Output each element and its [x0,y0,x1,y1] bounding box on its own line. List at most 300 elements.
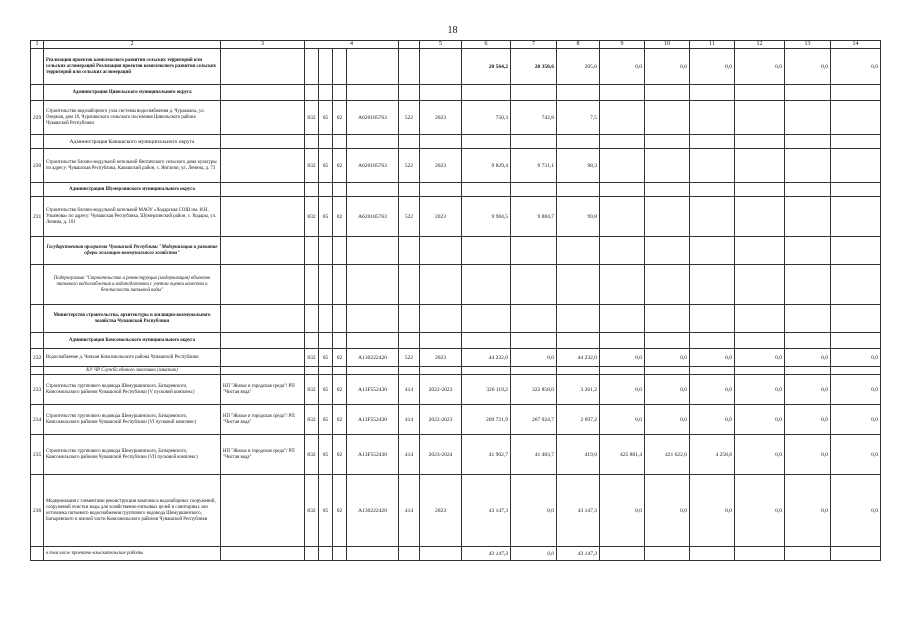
target-article-cell: A13F552430 [347,405,399,435]
empty-cell [831,305,881,333]
empty-cell [645,237,690,265]
expense-type-cell: 414 [399,375,420,405]
target-article-cell: A13F552430 [347,435,399,475]
header-cell: 6 [462,41,511,49]
amount-cell [690,197,735,237]
row-number-cell [31,85,44,101]
amount-cell: 0,0 [831,375,881,405]
empty-cell [347,333,399,349]
empty-cell [557,135,600,149]
program-cell: НП "Жилье и городская среда"/ РП "Чистая вода" [221,435,305,475]
empty-cell [511,305,557,333]
empty-cell [690,265,735,305]
amount-cell [600,149,645,183]
amount-cell: 44 232,0 [557,349,600,367]
empty-cell [645,305,690,333]
empty-cell [690,237,735,265]
empty-cell [831,265,881,305]
empty-cell [735,135,785,149]
subsection-code-cell: 02 [333,149,347,183]
page-number: 18 [447,25,458,36]
header-cell: 2 [44,41,221,49]
empty-cell [557,333,600,349]
row-number-cell [31,237,44,265]
empty-cell [319,265,333,305]
amount-cell: 269 721,9 [462,405,511,435]
amount-cell: 0,0 [511,547,557,561]
empty-cell [785,333,831,349]
amount-cell [785,547,831,561]
expense-type-cell [399,49,420,85]
empty-cell [735,265,785,305]
empty-cell [645,135,690,149]
empty-cell [319,333,333,349]
amount-cell: 421 622,6 [645,435,690,475]
empty-cell [420,367,462,375]
expense-type-cell: 522 [399,101,420,135]
empty-cell [399,367,420,375]
empty-cell [347,367,399,375]
budget-table [30,40,881,561]
section-code-cell: 05 [319,349,333,367]
empty-cell [557,237,600,265]
subsection-code-cell: 02 [333,435,347,475]
amount-cell: 9 884,7 [511,197,557,237]
amount-cell: 0,0 [831,49,881,85]
header-cell: 11 [690,41,735,49]
program-cell [221,197,305,237]
amount-cell [645,101,690,135]
empty-cell [305,183,319,197]
amount-cell: 0,0 [645,375,690,405]
program-cell: НП "Жилье и городская среда"/ РП "Чистая вода" [221,375,305,405]
empty-cell [420,183,462,197]
empty-cell [333,333,347,349]
empty-cell [305,85,319,101]
amount-cell [690,547,735,561]
empty-cell [462,237,511,265]
empty-cell [511,183,557,197]
amount-cell: 0,0 [600,405,645,435]
amount-cell: 0,0 [785,349,831,367]
amount-cell: 41 902,7 [462,435,511,475]
amount-cell: 0,0 [735,349,785,367]
row-number-cell: 234 [31,405,44,435]
amount-cell: 0,0 [735,435,785,475]
row-number-cell: 233 [31,375,44,405]
amount-cell: 0,0 [511,475,557,547]
amount-cell: 419,0 [557,435,600,475]
target-article-cell: A130222420 [347,349,399,367]
empty-cell [735,237,785,265]
amount-cell: 7,5 [557,101,600,135]
item-name: Строительство группового водовода Шемуршинского, Батыревского, Комсомольского районов Чувашской Республики (VII пусковой комплекс) [44,435,221,475]
ministry-code-cell [305,547,319,561]
empty-cell [305,305,319,333]
row-number-cell [31,49,44,85]
empty-cell [831,135,881,149]
expense-type-cell: 522 [399,197,420,237]
empty-cell [831,237,881,265]
subsection-code-cell: 02 [333,475,347,547]
empty-cell [347,183,399,197]
subsection-code-cell: 02 [333,197,347,237]
empty-cell [420,305,462,333]
empty-cell [735,85,785,101]
ministry-code-cell: 832 [305,149,319,183]
amount-cell: 322 858,0 [511,375,557,405]
year-cell [420,49,462,85]
empty-cell [221,333,305,349]
year-cell: 2023-2024 [420,435,462,475]
subsection-code-cell: 02 [333,349,347,367]
empty-cell [333,237,347,265]
ministry-code-cell [305,49,319,85]
item-name: Строительство водозаборного узла системы водоснабжения д. Чураккасы, ул. Озерная, дом 18, Чурачикского сельского поселения Цивильского района Чувашской Республики [44,101,221,135]
amount-cell: 0,0 [600,349,645,367]
empty-cell [399,135,420,149]
subsection-code-cell [333,547,347,561]
program-cell [221,149,305,183]
empty-cell [511,85,557,101]
empty-cell [831,183,881,197]
empty-cell [785,183,831,197]
table-row [31,375,881,405]
row-number-cell [31,333,44,349]
ministry-code-cell: 832 [305,405,319,435]
year-cell: 2022-2023 [420,375,462,405]
header-cell: 13 [785,41,831,49]
empty-cell [557,305,600,333]
amount-cell: 43 147,3 [462,475,511,547]
subsection-code-cell: 02 [333,101,347,135]
header-cell: 7 [511,41,557,49]
amount-cell: 0,0 [645,475,690,547]
empty-cell [785,135,831,149]
amount-cell [831,547,881,561]
table-row [31,149,881,183]
amount-cell: 0,0 [785,435,831,475]
amount-cell: 0,0 [735,405,785,435]
amount-cell: 3 261,2 [557,375,600,405]
empty-cell [333,305,347,333]
amount-cell [600,101,645,135]
program-cell [221,49,305,85]
section-row [31,333,881,349]
amount-cell [785,101,831,135]
amount-cell: 0,0 [645,49,690,85]
year-cell: 2023 [420,101,462,135]
empty-cell [557,367,600,375]
header-cell: 12 [735,41,785,49]
ministry-code-cell: 832 [305,475,319,547]
section-code-cell: 05 [319,197,333,237]
empty-cell [221,237,305,265]
amount-cell: 0,0 [785,375,831,405]
empty-cell [600,183,645,197]
subsection-code-cell: 02 [333,375,347,405]
amount-cell: 20 358,6 [511,49,557,85]
section-code-cell: 05 [319,475,333,547]
empty-cell [462,367,511,375]
section-row [31,265,881,305]
amount-cell [645,197,690,237]
target-article-cell: A620185763 [347,101,399,135]
program-cell [221,101,305,135]
table-row [31,405,881,435]
empty-cell [600,135,645,149]
empty-cell [305,265,319,305]
expense-type-cell [399,547,420,561]
amount-cell: 43 147,3 [557,475,600,547]
section-row [31,183,881,197]
header-cell: 1 [31,41,44,49]
amount-cell: 44 232,0 [462,349,511,367]
section-title: Министерство строительства, архитектуры и жилищно-коммунального хозяйства Чувашской Республики [44,305,221,333]
item-name: Строительство группового водовода Шемуршинского, Батыревского, Комсомольского районов Чувашской Республики (V пусковой комплекс) [44,375,221,405]
amount-cell: 0,0 [785,49,831,85]
empty-cell [347,237,399,265]
item-name: в том числе проектно-изыскательские работы [44,547,221,561]
amount-cell: 99,8 [557,197,600,237]
program-cell [221,547,305,561]
section-row [31,85,881,101]
amount-cell: 267 024,7 [511,405,557,435]
amount-cell: 750,3 [462,101,511,135]
year-cell: 2023 [420,149,462,183]
program-cell [221,475,305,547]
amount-cell [600,197,645,237]
empty-cell [600,305,645,333]
item-name: Строительство блочно-модульной котельной Янгличского сельского дома культуры по адресу: Чувашская Республика, Канашский район, с. Янгличи, ул. Ленина, д. 73 [44,149,221,183]
empty-cell [557,265,600,305]
row-number-cell: 235 [31,435,44,475]
row-number-cell [31,183,44,197]
amount-cell: 43 147,3 [557,547,600,561]
amount-cell: 0,0 [690,375,735,405]
empty-cell [399,237,420,265]
empty-cell [557,183,600,197]
item-name: Реализация проектов комплексного развития сельских территорий или сельских агломераций Реализация проектов комплексного развития сельских территорий или сельских агломераций [44,49,221,85]
empty-cell [600,237,645,265]
empty-cell [319,237,333,265]
section-title: Подпрограмма "Строительство и реконструкция (модернизация) объектов питьевого водоснабжения и водоподготовки с учетом оценки качества и безопасности питьевой воды" [44,265,221,305]
row-number-cell [31,135,44,149]
empty-cell [399,85,420,101]
header-cell: 14 [831,41,881,49]
section-row [31,305,881,333]
empty-cell [221,135,305,149]
empty-cell [785,305,831,333]
empty-cell [319,305,333,333]
empty-cell [420,135,462,149]
empty-cell [690,305,735,333]
table-row [31,49,881,85]
amount-cell: 4 258,8 [690,435,735,475]
empty-cell [462,333,511,349]
row-number-cell: 231 [31,197,44,237]
empty-cell [333,183,347,197]
amount-cell: 9 984,5 [462,197,511,237]
empty-cell [511,237,557,265]
section-row [31,135,881,149]
amount-cell [645,149,690,183]
section-row [31,237,881,265]
header-cell: 4 [305,41,399,49]
section-title: Администрация Комсомольского муниципального округа [44,333,221,349]
target-article-cell: A620185763 [347,149,399,183]
item-name: Строительство группового водовода Шемуршинского, Батыревского, Комсомольского районов Чувашской Республики (VI пусковой комплекс) [44,405,221,435]
amount-cell: 0,0 [600,49,645,85]
amount-cell: 0,0 [645,405,690,435]
empty-cell [735,305,785,333]
empty-cell [347,135,399,149]
empty-cell [319,135,333,149]
item-name: Строительство блочно-модульной котельной МАОУ «Ходарская СОШ им. И.Н. Ульянова» по адресу: Чувашская Республика, Шумерлинский район, с. Ходары, ул. Ленина, д. 101 [44,197,221,237]
amount-cell [690,101,735,135]
empty-cell [690,183,735,197]
section-row [31,367,881,375]
row-number-cell [31,305,44,333]
empty-cell [645,183,690,197]
amount-cell: 0,0 [831,435,881,475]
section-title: Государственная программа Чувашской Республики "Модернизация и развитие сферы жилищно-коммунального хозяйства" [44,237,221,265]
empty-cell [319,367,333,375]
amount-cell: 0,0 [735,375,785,405]
header-cell: 5 [420,41,462,49]
empty-cell [831,367,881,375]
section-code-cell: 05 [319,375,333,405]
year-cell: 2022-2023 [420,405,462,435]
section-title: КУ ЧР Служба единого заказчика (заказчик) [44,367,221,375]
empty-cell [511,333,557,349]
target-article-cell: A13F552430 [347,375,399,405]
amount-cell: 9 731,1 [511,149,557,183]
empty-cell [420,333,462,349]
empty-cell [600,367,645,375]
amount-cell: 2 697,2 [557,405,600,435]
amount-cell: 0,0 [785,405,831,435]
empty-cell [511,135,557,149]
empty-cell [462,265,511,305]
amount-cell: 98,3 [557,149,600,183]
row-number-cell [31,367,44,375]
amount-cell: 0,0 [735,49,785,85]
table-row [31,475,881,547]
empty-cell [645,265,690,305]
empty-cell [690,367,735,375]
empty-cell [221,367,305,375]
empty-cell [785,237,831,265]
empty-cell [785,367,831,375]
program-cell: НП "Жилье и городская среда"/ РП "Чистая вода" [221,405,305,435]
table-row [31,547,881,561]
amount-cell [645,547,690,561]
section-code-cell: 05 [319,405,333,435]
subsection-code-cell [333,49,347,85]
empty-cell [831,85,881,101]
amount-cell: 0,0 [690,349,735,367]
amount-cell [690,149,735,183]
empty-cell [305,135,319,149]
amount-cell [735,101,785,135]
target-article-cell [347,547,399,561]
empty-cell [645,367,690,375]
year-cell: 2023 [420,475,462,547]
empty-cell [333,85,347,101]
item-name: Модернизация с элементами реконструкции комплекса водозаборных сооружений, сооружений очистки воды для хозяйственно-питьевых целей и санитарных зон источника питьевого водоснабжения группового водовода Шемуршинского, Батыревского и южной части Комсомольского районов Чувашской Республики [44,475,221,547]
table-row [31,349,881,367]
header-cell: 9 [600,41,645,49]
empty-cell [221,305,305,333]
section-title: Администрация Цивильского муниципального округа [44,85,221,101]
ministry-code-cell: 832 [305,435,319,475]
expense-type-cell: 414 [399,405,420,435]
amount-cell: 742,8 [511,101,557,135]
header-row [31,41,881,49]
ministry-code-cell: 832 [305,101,319,135]
amount-cell: 0,0 [831,475,881,547]
empty-cell [690,135,735,149]
amount-cell: 326 119,2 [462,375,511,405]
empty-cell [462,305,511,333]
amount-cell [831,197,881,237]
row-number-cell: 232 [31,349,44,367]
section-code-cell [319,49,333,85]
empty-cell [690,85,735,101]
empty-cell [221,265,305,305]
expense-type-cell: 522 [399,349,420,367]
empty-cell [511,367,557,375]
empty-cell [600,265,645,305]
empty-cell [333,265,347,305]
empty-cell [735,333,785,349]
header-cell: 3 [221,41,305,49]
empty-cell [735,183,785,197]
empty-cell [462,85,511,101]
empty-cell [557,85,600,101]
amount-cell: 20 564,2 [462,49,511,85]
ministry-code-cell: 832 [305,197,319,237]
amount-cell: 43 147,3 [462,547,511,561]
amount-cell: 0,0 [831,349,881,367]
empty-cell [319,183,333,197]
empty-cell [347,85,399,101]
amount-cell: 205,6 [557,49,600,85]
amount-cell [735,149,785,183]
expense-type-cell: 414 [399,435,420,475]
empty-cell [305,237,319,265]
empty-cell [420,265,462,305]
empty-cell [735,367,785,375]
table-row [31,435,881,475]
item-name: Водоснабжение д. Чичкан Комсомольского района Чувашской Республики [44,349,221,367]
amount-cell: 0,0 [645,349,690,367]
row-number-cell: 236 [31,475,44,547]
amount-cell [600,547,645,561]
row-number-cell: 230 [31,149,44,183]
section-code-cell: 05 [319,435,333,475]
amount-cell: 41 483,7 [511,435,557,475]
empty-cell [305,367,319,375]
section-code-cell [319,547,333,561]
amount-cell: 0,0 [690,475,735,547]
empty-cell [347,265,399,305]
amount-cell [831,101,881,135]
expense-type-cell: 414 [399,475,420,547]
amount-cell [785,149,831,183]
amount-cell [735,197,785,237]
